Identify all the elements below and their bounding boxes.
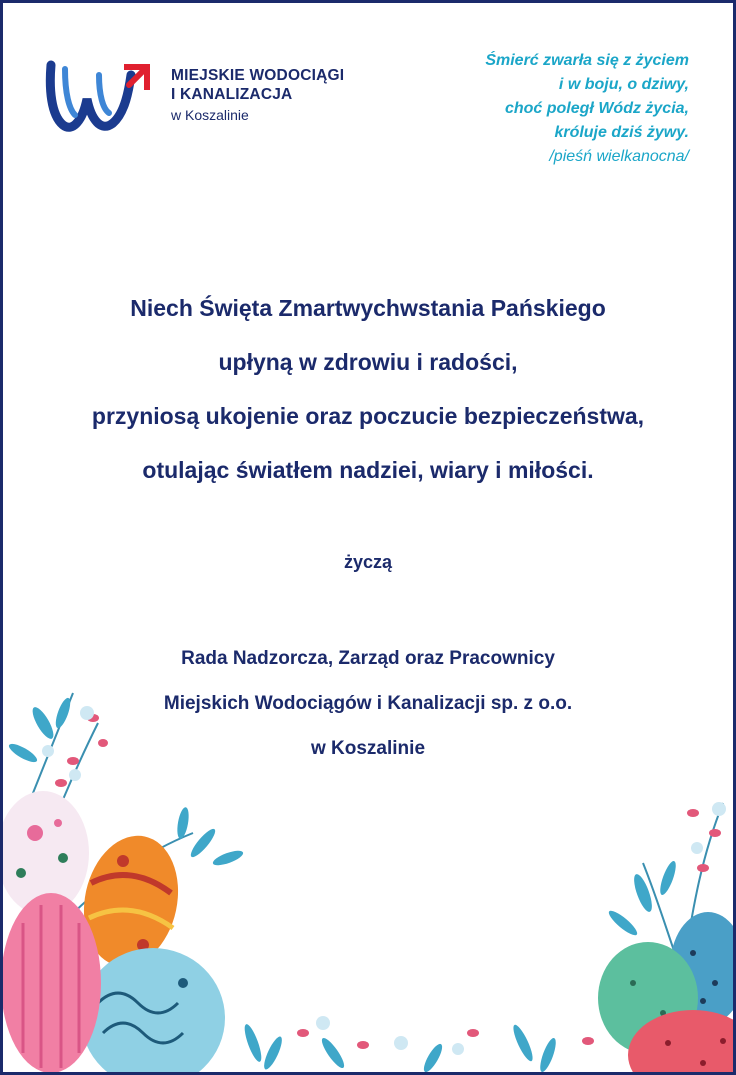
easter-egg-icon: [72, 827, 189, 975]
quote-line: króluje dziś żywy.: [554, 124, 689, 141]
easter-egg-icon: [3, 893, 101, 1073]
greeting-line: Niech Święta Zmartwychwstania Pańskiego: [130, 295, 606, 321]
greeting-line: upłyną w zdrowiu i radości,: [218, 349, 518, 375]
quote-source: /pieśń wielkanocna/: [549, 148, 689, 165]
greeting-line: otulając światłem nadziei, wiary i miłości.: [142, 457, 594, 483]
company-logo: [43, 59, 373, 139]
easter-egg-icon: [670, 912, 733, 1024]
leaf-branch-icon: [606, 859, 679, 938]
easter-egg-icon: [628, 1010, 733, 1075]
easter-egg-icon: [598, 942, 698, 1054]
willow-bud-icon: [297, 1029, 594, 1049]
quote-line: choć poległ Wódz życia,: [504, 100, 689, 117]
leaf-branch-icon: [241, 1022, 558, 1074]
logo-line-3: w Koszalinie: [171, 107, 249, 123]
signers-block: [3, 636, 733, 771]
quote-line: i w boju, o dziwy,: [558, 76, 689, 93]
logo-line-2: I KANALIZACJA: [171, 86, 293, 103]
greeting-text: [3, 281, 733, 497]
greeting-line: przyniosą ukojenie oraz poczucie bezpieczeństwa,: [91, 403, 645, 429]
quote-line: Śmierć zwarła się z życiem: [485, 52, 689, 69]
willow-branch-icon: [643, 803, 723, 1003]
signer-line: w Koszalinie: [310, 738, 426, 759]
signer-line: Miejskich Wodociągów i Kanalizacji sp. z o.o.: [163, 693, 573, 714]
logo-line-1: MIEJSKIE WODOCIĄGI: [171, 67, 345, 84]
mwik-logo-icon: [43, 59, 155, 135]
easter-egg-icon: [3, 791, 89, 915]
signer-line: Rada Nadzorcza, Zarząd oraz Pracownicy: [181, 648, 555, 669]
willow-bud-icon: [687, 809, 721, 872]
easter-egg-icon: [81, 948, 225, 1075]
wish-word: życzą: [343, 552, 393, 572]
easter-hymn-quote: [359, 49, 689, 169]
